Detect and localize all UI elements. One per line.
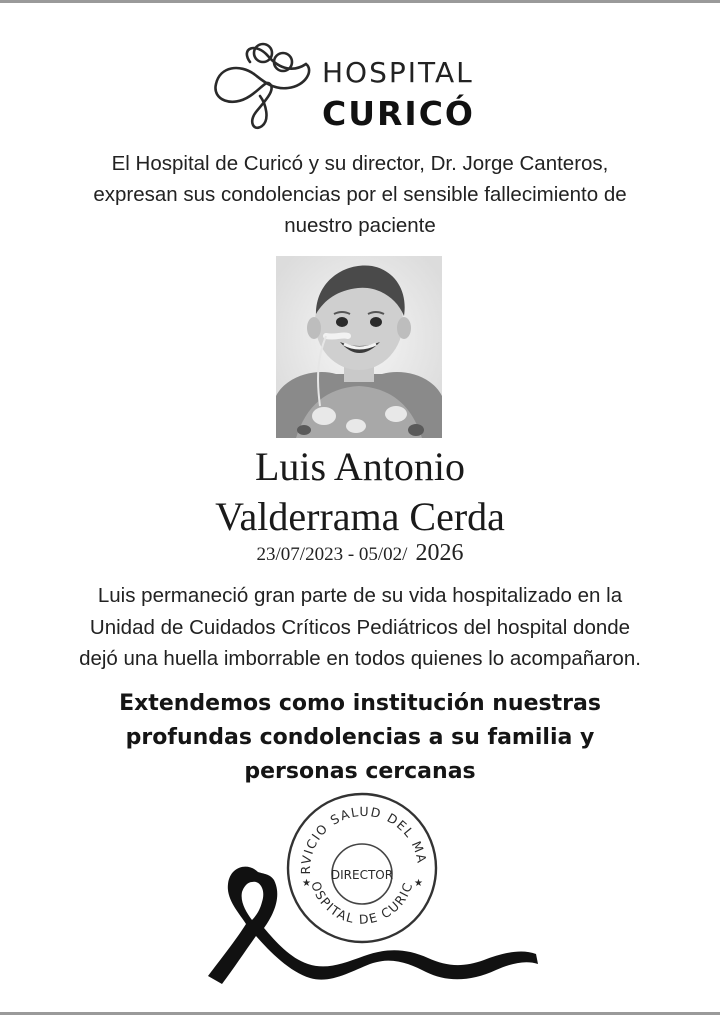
closing-line: Extendemos como institución nuestras: [119, 691, 601, 716]
logo-text-hospital: HOSPITAL: [322, 56, 474, 89]
stamp-bottom-arc: OSPITAL DE CURIC: [308, 879, 416, 927]
bio-line: Unidad de Cuidados Críticos Pediátricos del hospital donde: [89, 615, 631, 639]
hospital-logo-mark-icon: [210, 40, 315, 132]
life-dates: [60, 540, 660, 567]
name-line-1: Luis Antonio: [254, 444, 466, 489]
closing-statement: [60, 687, 660, 789]
deceased-name: [60, 442, 660, 542]
director-stamp: [284, 790, 440, 946]
closing-line: personas cercanas: [244, 759, 476, 784]
hospital-logo: [210, 40, 480, 135]
top-border: [0, 0, 720, 3]
child-portrait-image: [276, 256, 442, 438]
star-icon: ★: [414, 878, 423, 889]
intro-line: El Hospital de Curicó y su director, Dr. Jorge Canteros,: [111, 152, 609, 175]
logo-text-curico: CURICÓ: [322, 94, 475, 133]
patient-photo: [276, 256, 442, 438]
bio-line: Luis permaneció gran parte de su vida hospitalizado en la: [97, 584, 623, 607]
bio-line: dejó una huella imborrable en todos quienes lo acompañaron.: [79, 647, 641, 670]
name-line-2: Valderrama Cerda: [215, 494, 505, 539]
intro-paragraph: [40, 148, 680, 241]
bottom-border: [0, 1012, 720, 1015]
intro-line: expresan sus condolencias por el sensible fallecimiento de: [93, 183, 627, 206]
stamp-top-arc: RVICIO SALUD DEL MA: [297, 803, 430, 875]
svg-text:SERVICIO SALUD DEL MAULE: [284, 790, 430, 875]
death-year: 2026: [415, 540, 464, 566]
life-dates-span: 23/07/2023 - 05/02/: [256, 544, 408, 565]
star-icon: ★: [302, 878, 311, 889]
bio-paragraph: [40, 580, 680, 675]
official-seal-icon: [284, 790, 440, 946]
intro-line: nuestro paciente: [284, 214, 436, 237]
stamp-center-text: DIRECTOR: [330, 868, 394, 882]
closing-line: profundas condolencias a su familia y: [125, 725, 595, 750]
